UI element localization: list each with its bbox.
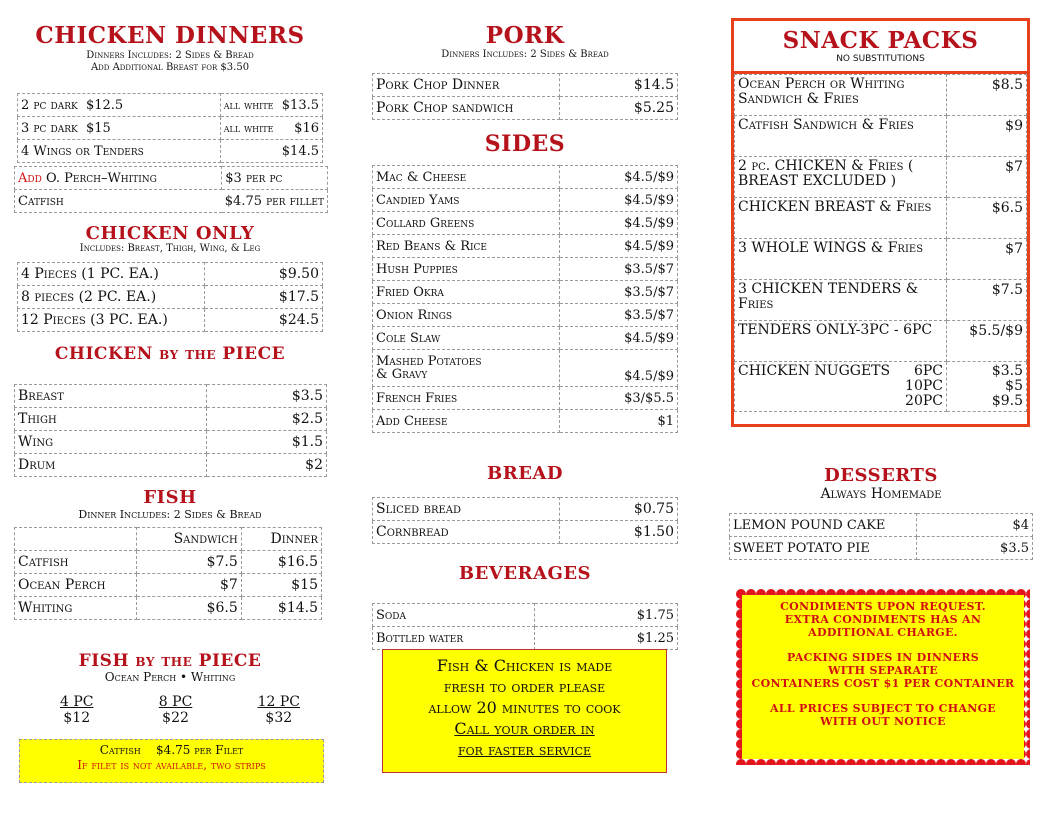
item-price: $7.5 <box>947 280 1027 321</box>
table-row <box>18 309 323 332</box>
item-price: $3.5/$7 <box>560 304 678 327</box>
table-row <box>15 385 327 408</box>
count-price: $22 <box>162 710 189 726</box>
table-row <box>373 235 678 258</box>
table-row <box>15 167 328 190</box>
item-label: Pork Chop Dinner <box>373 74 560 97</box>
item-price: $12.5 <box>85 97 124 113</box>
table-row <box>18 263 323 286</box>
item-label: 3 pc dark <box>21 120 78 136</box>
notice-line: EXTRA CONDIMENTS HAS AN <box>784 613 982 626</box>
column-header-sandwich: Sandwich <box>137 528 242 551</box>
table-row <box>15 408 327 431</box>
item-label: 8 pieces (2 PC. EA.) <box>18 286 205 309</box>
count-item <box>60 694 94 726</box>
item-label: Cornbread <box>373 521 560 544</box>
item-label: Add Cheese <box>373 410 560 433</box>
chicken-only-subtitle: Includes: Breast, Thigh, Wing, & Leg <box>79 243 261 254</box>
item-price: $16.5 <box>241 551 321 574</box>
item-price: $9.50 <box>205 263 323 286</box>
item-label: 12 Pieces (3 PC. EA.) <box>18 309 205 332</box>
item-price: $4.75 per fillet <box>222 190 328 213</box>
table-row <box>735 362 1027 412</box>
table-row <box>373 212 678 235</box>
item-price: $3/$5.5 <box>560 387 678 410</box>
pork-title: PORK <box>485 22 565 49</box>
chicken-dinners-extras-table <box>14 166 328 213</box>
count-label: 12 PC <box>257 694 300 710</box>
item-price: $4.5/$9 <box>560 212 678 235</box>
table-row <box>735 116 1027 157</box>
table-row <box>373 498 678 521</box>
fish-piece-title: FISH by the PIECE <box>78 651 262 671</box>
notice-line: Call your order in <box>454 719 595 738</box>
item-price: $1.50 <box>560 521 678 544</box>
table-row <box>373 97 678 120</box>
item-price: $0.75 <box>560 498 678 521</box>
table-row <box>373 189 678 212</box>
table-row <box>730 514 1033 537</box>
table-row <box>373 258 678 281</box>
table-row <box>15 454 327 477</box>
fresh-order-notice <box>382 649 667 773</box>
chicken-dinners-subtitle: Dinners Includes: 2 Sides & Bread <box>86 50 254 61</box>
item-price: $7 <box>947 157 1027 198</box>
item-price: $14.5 <box>241 597 321 620</box>
item-label: Hush Puppies <box>373 258 560 281</box>
item-price: $13.5 <box>281 97 319 113</box>
pork-subtitle: Dinners Includes: 2 Sides & Bread <box>441 49 609 60</box>
note-strips: If filet is not available, two strips <box>77 758 266 772</box>
item-label: Sliced bread <box>373 498 560 521</box>
item-price: $4.5/$9 <box>560 189 678 212</box>
item-price: $17.5 <box>205 286 323 309</box>
notice-line: WITH SEPARATE <box>828 664 938 677</box>
table-row <box>373 281 678 304</box>
item-label: Catfish <box>15 190 222 213</box>
item-price: $15 <box>85 120 111 136</box>
count-price: $32 <box>265 710 293 726</box>
table-row <box>373 304 678 327</box>
item-label: 2 pc. CHICKEN & Fries ( BREAST EXCLUDED ) <box>735 157 947 198</box>
count-label: 8 PC <box>158 694 193 710</box>
chicken-dinners-title: CHICKEN DINNERS <box>35 22 305 49</box>
item-price: $4.5/$9 <box>560 235 678 258</box>
item-price: $14.5 <box>220 140 322 163</box>
item-price: $6.5 <box>137 597 242 620</box>
table-row <box>373 166 678 189</box>
count-item <box>258 694 300 726</box>
desserts-subtitle: Always Homemade <box>820 486 942 502</box>
table-row <box>373 327 678 350</box>
table-row <box>15 551 322 574</box>
notice-line: ADDITIONAL CHARGE. <box>808 626 958 639</box>
nugget-price: $9.5 <box>991 393 1023 409</box>
item-label: Wing <box>15 431 207 454</box>
chicken-only-title: CHICKEN ONLY <box>85 223 255 244</box>
table-row <box>18 286 323 309</box>
item-label: Mac & Cheese <box>373 166 560 189</box>
column-header-dinner: Dinner <box>241 528 321 551</box>
item-label: Candied Yams <box>373 189 560 212</box>
table-row <box>15 528 322 551</box>
item-price: $5.25 <box>560 97 678 120</box>
item-price: $6.5 <box>947 198 1027 239</box>
bread-title: BREAD <box>487 463 563 484</box>
item-label: all white <box>223 97 274 112</box>
item-label: 3 CHICKEN TENDERS & Fries <box>735 280 947 321</box>
item-price: $4 <box>917 514 1033 537</box>
chicken-dinners-add-breast: Add Additional Breast for $3.50 <box>90 62 250 73</box>
table-row <box>373 74 678 97</box>
item-label: Onion Rings <box>373 304 560 327</box>
table-row <box>15 597 322 620</box>
table-row <box>735 157 1027 198</box>
desserts-table <box>729 513 1033 560</box>
item-price: $9 <box>947 116 1027 157</box>
nugget-count: 10PC <box>905 378 943 394</box>
item-label: 3 WHOLE WINGS & Fries <box>735 239 947 280</box>
item-price: $3.5 <box>207 385 327 408</box>
sides-title: SIDES <box>484 131 566 157</box>
item-label: Drum <box>15 454 207 477</box>
sides-table <box>372 165 678 433</box>
item-price: $16 <box>294 120 319 136</box>
table-row <box>373 410 678 433</box>
item-label: O. Perch–Whiting <box>41 170 157 186</box>
item-label: Ocean Perch or Whiting Sandwich & Fries <box>735 75 947 116</box>
item-price: $1.5 <box>207 431 327 454</box>
table-row <box>373 387 678 410</box>
table-row <box>735 198 1027 239</box>
notice-line: for faster service <box>457 740 592 759</box>
item-label: 4 Pieces (1 PC. EA.) <box>18 263 205 286</box>
snack-packs-subtitle: NO SUBSTITUTIONS <box>836 54 925 64</box>
item-price: $3.5 <box>917 537 1033 560</box>
item-price: $1.25 <box>535 627 678 650</box>
item-label: French Fries <box>373 387 560 410</box>
item-price: $3.5/$7 <box>560 281 678 304</box>
table-row <box>735 239 1027 280</box>
item-label: Whiting <box>15 597 137 620</box>
table-row <box>373 350 678 387</box>
notice-line: ALL PRICES SUBJECT TO CHANGE <box>769 702 996 715</box>
snack-packs-box <box>731 18 1030 427</box>
beverages-table <box>372 603 678 650</box>
table-row <box>373 604 678 627</box>
table-row <box>18 140 323 163</box>
notice-line: fresh to order please <box>443 677 606 696</box>
item-price: $5.5/$9 <box>947 321 1027 362</box>
item-price: $15 <box>241 574 321 597</box>
item-price: $7 <box>947 239 1027 280</box>
item-label: all white <box>223 120 274 135</box>
item-price: $8.5 <box>947 75 1027 116</box>
table-row <box>15 431 327 454</box>
item-label: 2 pc dark <box>21 97 78 113</box>
item-price: $2.5 <box>207 408 327 431</box>
nugget-count: 20PC <box>905 393 943 409</box>
beverages-title: BEVERAGES <box>458 563 592 584</box>
item-label: Breast <box>15 385 207 408</box>
item-price: $7 <box>137 574 242 597</box>
chicken-only-table <box>17 262 323 332</box>
table-row <box>18 117 323 140</box>
notice-line: allow 20 minutes to cook <box>428 698 621 717</box>
snack-packs-title: SNACK PACKS <box>782 27 979 54</box>
fish-title: FISH <box>143 487 197 508</box>
table-row <box>735 321 1027 362</box>
item-label: Catfish <box>15 551 137 574</box>
table-row <box>730 537 1033 560</box>
nugget-price: $3.5 <box>991 363 1023 379</box>
item-label: Cole Slaw <box>373 327 560 350</box>
item-price: $3 per pc <box>222 167 328 190</box>
note-price: $4.75 per Filet <box>156 743 244 757</box>
item-price: $2 <box>207 454 327 477</box>
item-label: SWEET POTATO PIE <box>730 537 917 560</box>
item-label: Red Beans & Rice <box>373 235 560 258</box>
item-price: $3.5/$7 <box>560 258 678 281</box>
item-label: Soda <box>373 604 535 627</box>
desserts-title: DESSERTS <box>824 465 938 486</box>
chicken-piece-table <box>14 384 327 477</box>
item-label: CHICKEN NUGGETS <box>738 363 891 379</box>
item-label: Collard Greens <box>373 212 560 235</box>
item-label: Pork Chop sandwich <box>373 97 560 120</box>
item-price: $4.5/$9 <box>560 350 678 387</box>
chicken-piece-title: CHICKEN by the PIECE <box>54 344 286 364</box>
condiments-notice <box>746 600 1020 728</box>
table-row <box>735 280 1027 321</box>
add-label: Add <box>18 170 42 186</box>
item-label: Ocean Perch <box>15 574 137 597</box>
nugget-price: $5 <box>1005 378 1023 394</box>
item-price: $1 <box>560 410 678 433</box>
count-item <box>159 694 193 726</box>
nugget-count: 6PC <box>913 363 943 379</box>
item-label: LEMON POUND CAKE <box>730 514 917 537</box>
notice-line: Fish & Chicken is made <box>436 656 613 675</box>
item-label: Fried Okra <box>373 281 560 304</box>
item-price: $4.5/$9 <box>560 327 678 350</box>
item-price: $24.5 <box>205 309 323 332</box>
snack-packs-table <box>734 74 1027 412</box>
item-label: Mashed Potatoes <box>376 354 482 369</box>
table-row <box>15 190 328 213</box>
notice-line: PACKING SIDES IN DINNERS <box>786 651 980 664</box>
catfish-filet-note <box>19 739 324 783</box>
fish-piece-subtitle: Ocean Perch • Whiting <box>104 670 236 684</box>
chicken-dinners-table <box>17 93 323 163</box>
item-label: Catfish Sandwich & Fries <box>735 116 947 157</box>
notice-line: CONDIMENTS UPON REQUEST. <box>780 600 986 613</box>
table-row <box>15 574 322 597</box>
snack-packs-header <box>734 21 1027 74</box>
notice-line: WITH OUT NOTICE <box>820 715 946 728</box>
item-label: 4 Wings or Tenders <box>18 140 221 163</box>
fish-piece-counts <box>60 694 300 726</box>
fish-subtitle: Dinner Includes: 2 Sides & Bread <box>78 508 262 521</box>
count-label: 4 PC <box>60 694 94 710</box>
item-price: $7.5 <box>137 551 242 574</box>
item-price: $4.5/$9 <box>560 166 678 189</box>
pork-table <box>372 73 678 120</box>
count-price: $12 <box>63 710 91 726</box>
table-row <box>373 521 678 544</box>
item-price: $14.5 <box>560 74 678 97</box>
fish-table <box>14 527 322 620</box>
table-row <box>373 627 678 650</box>
note-label: Catfish <box>99 743 141 757</box>
bread-table <box>372 497 678 544</box>
item-label: Thigh <box>15 408 207 431</box>
item-label: Bottled water <box>373 627 535 650</box>
item-price: $1.75 <box>535 604 678 627</box>
notice-line: CONTAINERS COST $1 PER CONTAINER <box>751 677 1015 690</box>
item-label-cont: & Gravy <box>376 367 428 382</box>
item-label: CHICKEN BREAST & Fries <box>735 198 947 239</box>
table-row <box>735 75 1027 116</box>
item-label: TENDERS ONLY-3PC - 6PC <box>735 321 947 362</box>
table-row <box>18 94 323 117</box>
